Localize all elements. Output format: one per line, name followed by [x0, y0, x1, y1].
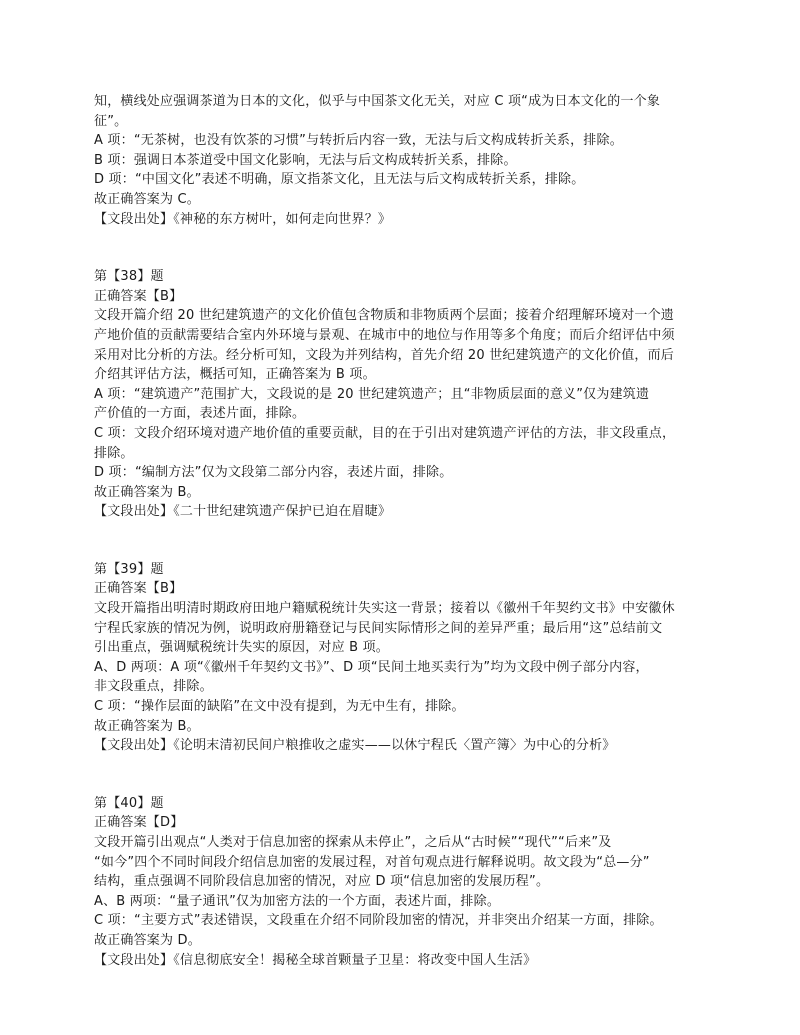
- option-c-analysis: C 项：文段介绍环境对遗产地价值的重要贡献，目的在于引出对建筑遗产评估的方法，非文段重点，: [94, 425, 676, 441]
- source-citation: 【文段出处】《二十世纪建筑遗产保护已迫在眉睫》: [94, 504, 392, 520]
- paragraph-line: 产价值的一方面，表述片面，排除。: [94, 406, 306, 422]
- question-number: 第【40】题: [94, 795, 164, 811]
- option-c-analysis: C 项：“主要方式”表述错误，文段重在介绍不同阶段加密的情况，并非突出介绍某一方面，排除。: [94, 913, 663, 929]
- paragraph-line: 征”。: [94, 113, 128, 129]
- paragraph-line: “如今”四个不同时间段介绍信息加密的发展过程，对首句观点进行解释说明。故文段为“总—分”: [94, 854, 650, 870]
- correct-answer: 正确答案【B】: [94, 288, 183, 304]
- question-40-section: [94, 794, 714, 970]
- source-citation: 【文段出处】《论明末清初民间户粮推收之虚实——以休宁程氏〈置产簿〉为中心的分析》: [94, 738, 616, 754]
- question-39-section: [94, 560, 714, 756]
- question-number: 第【38】题: [94, 269, 164, 285]
- correct-answer: 正确答案【D】: [94, 815, 184, 831]
- paragraph-line: 结构，重点强调不同阶段信息加密的情况，对应 D 项“信息加密的发展历程”。: [94, 874, 550, 890]
- option-b-analysis: B 项：强调日本茶道受中国文化影响，无法与后文构成转折关系，排除。: [94, 152, 517, 168]
- answer-conclusion: 故正确答案为 D。: [94, 932, 201, 948]
- answer-conclusion: 故正确答案为 C。: [94, 191, 201, 207]
- option-ab-analysis: A、B 两项：“量子通讯”仅为加密方法的一个方面，表述片面，排除。: [94, 893, 501, 909]
- source-citation: 【文段出处】《神秘的东方树叶，如何走向世界？》: [94, 211, 392, 227]
- option-ad-analysis: A、D 两项：A 项“《徽州千年契约文书》”、D 项“民间土地买卖行为”均为文段中例子部分内容，: [94, 659, 649, 675]
- paragraph-line: 非文段重点，排除。: [94, 679, 213, 695]
- paragraph-line: 引出重点，强调赋税统计失实的原因，对应 B 项。: [94, 640, 389, 656]
- paragraph-line: 排除。: [94, 445, 134, 461]
- answer-conclusion: 故正确答案为 B。: [94, 484, 200, 500]
- paragraph-line: 介绍其评估方法，概括可知，正确答案为 B 项。: [94, 367, 376, 383]
- option-d-analysis: D 项：“中国文化”表述不明确，原文指茶文化，且无法与后文构成转折关系，排除。: [94, 172, 585, 188]
- paragraph-line: 宁程氏家族的情况为例，说明政府册籍登记与民间实际情形之间的差异严重；最后用“这”总结前文: [94, 620, 663, 636]
- paragraph-line: 知，横线处应强调茶道为日本的文化，似乎与中国茶文化无关，对应 C 项“成为日本文化的一个象: [94, 94, 661, 109]
- intro-section: [94, 92, 714, 229]
- section-gap: [94, 522, 714, 560]
- section-gap: [94, 756, 714, 794]
- paragraph-line: 文段开篇介绍 20 世纪建筑遗产的文化价值包含物质和非物质两个层面；接着介绍理解环境对一个遗: [94, 308, 675, 324]
- correct-answer: 正确答案【B】: [94, 581, 183, 597]
- option-c-analysis: C 项：“操作层面的缺陷”在文中没有提到，为无中生有，排除。: [94, 699, 465, 715]
- question-38-section: [94, 267, 714, 522]
- question-number: 第【39】题: [94, 561, 164, 577]
- option-d-analysis: D 项：“编制方法”仅为文段第二部分内容，表述片面，排除。: [94, 465, 453, 481]
- paragraph-line: 文段开篇指出明清时期政府田地户籍赋税统计失实这一背景；接着以《徽州千年契约文书》中安徽休: [94, 601, 675, 617]
- option-a-analysis: A 项：“无茶树，也没有饮茶的习惯”与转折后内容一致，无法与后文构成转折关系，排除。: [94, 133, 623, 149]
- document-page: [94, 92, 714, 970]
- option-a-analysis: A 项：“建筑遗产”范围扩大，文段说的是 20 世纪建筑遗产；且“非物质层面的意义”仅为建筑遗: [94, 386, 650, 402]
- source-citation: 【文段出处】《信息彻底安全！揭秘全球首颗量子卫星：将改变中国人生活》: [94, 952, 537, 968]
- paragraph-line: 产地价值的贡献需要结合室内外环境与景观、在城市中的地位与作用等多个角度；而后介绍评估中须: [94, 327, 675, 343]
- answer-conclusion: 故正确答案为 B。: [94, 718, 200, 734]
- paragraph-line: 采用对比分析的方法。经分析可知，文段为并列结构，首先介绍 20 世纪建筑遗产的文化价值，而后: [94, 347, 675, 363]
- paragraph-line: 文段开篇引出观点“人类对于信息加密的探索从未停止”，之后从“古时候”“现代”“后来”及: [94, 835, 612, 850]
- section-gap: [94, 229, 714, 267]
